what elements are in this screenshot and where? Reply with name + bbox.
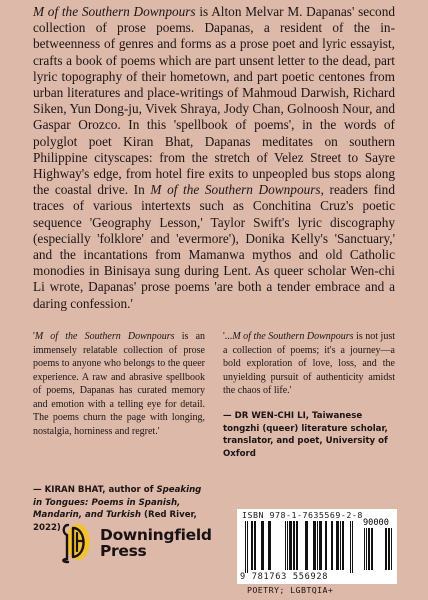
quote-open-mark: ' [33, 331, 35, 342]
barcode-addon-bar [371, 528, 373, 570]
attribution-prefix: — KIRAN BHAT, author of [33, 485, 157, 495]
attribution-suffix: (Red River, 2022) [33, 510, 197, 533]
publisher-name-line-1: Downingfield [100, 526, 212, 544]
barcode-bar [342, 521, 344, 570]
barcode-bar [313, 521, 316, 570]
publisher-logo [60, 521, 212, 565]
barcode-bar [254, 521, 256, 570]
quote-book-title: M of the Southern Downpours [232, 331, 354, 342]
publisher-name-line-2: Press [100, 542, 147, 560]
barcode-bar [289, 521, 292, 570]
barcode-bar [325, 521, 327, 570]
back-cover-blurb [33, 4, 395, 312]
quote-open-mark: '... [223, 331, 233, 342]
isbn-label: ISBN 978-1-7635569-2-8 [242, 510, 363, 520]
barcode-bar [336, 521, 339, 570]
attribution-book-title: Speaking in Tongues: Poems in Spanish, Mandarin, and Turkish [33, 485, 202, 520]
quote-text: is an immensely relatable collection of prose poems to anyone who belongs to the queer experience. A raw and abrasive spellbook of poems, Dapanas has curated memory and emotion with a telling eye for detail. The poems churn the page with longing, nostalgia, horniness and regret.' [33, 331, 206, 437]
barcode-guard-bar [352, 521, 353, 573]
barcode-guard-bar [245, 521, 246, 573]
barcode-number: 9 781763 556928 [240, 572, 329, 582]
barcode-bar [317, 521, 318, 570]
quote-book-title: M of the Southern Downpours [34, 331, 175, 342]
blurb-book-title: M of the Southern Downpours [33, 4, 196, 19]
barcode-addon-bar [388, 528, 390, 570]
category-label: POETRY; LGBTQIA+ [247, 585, 334, 595]
barcode-addon-bar [364, 528, 365, 570]
barcode-bar [251, 521, 253, 570]
barcode-bar [340, 521, 341, 570]
isbn-barcode [237, 509, 397, 584]
barcode-addon-bar [366, 528, 367, 570]
barcode-addon-bar [385, 528, 387, 570]
blurb-text-part-2: , readers find traces of various intertexts such as Conchitina Cruz's poetic sequence 'Geography Lesson,' Taylor Swift's lyric discography (especially 'folklore' and 'evermore'), Donika Kelly's 'Sanctuary,' and the incantations from Mamanwa mythos and old Catholic monodies in Binisaya sung during Lent. As queer scholar Wen-chi Li wrote, Dapanas' prose poems 'are both a tender embrace and a daring confession.' [33, 182, 395, 311]
endorsement-quote-right [223, 330, 395, 398]
barcode-addon-bar [368, 528, 370, 570]
barcode-bar [285, 521, 286, 570]
endorsement-attribution-right: — DR WEN-CHI LI, Taiwanese tongzhi (queer) literature scholar, translator, and poet, University of Oxford [223, 411, 388, 459]
barcode-bar [296, 521, 298, 570]
quote-text: is not just a collection of poems; it's a journey—a bold exploration of love, loss, and the unyielding pursuit of authenticity amidst the chaos of life.' [223, 331, 396, 396]
barcode-guard-bar [350, 521, 351, 573]
barcode-price-code: 90000 [363, 518, 389, 528]
barcode-bar [261, 521, 264, 570]
publisher-name [94, 527, 212, 559]
barcode-bar [287, 521, 288, 570]
barcode-bar [305, 521, 308, 570]
blurb-text-part-1: is Alton Melvar M. Dapanas' second collection of prose poems. Dapanas, a resident of the in-betweenness of genres and forms as a prose poet and lyric essayist, crafts a book of poems which are part unsent letter to the dead, part lyric topography of their hometown, and part poetic centones from urban literatures and place-writings of Mahmoud Darwish, Richard Siken, Yun Dong-ju, Vivek Shraya, Jody Chan, Golnoosh Nour, and Gaspar Orozco. In this 'spellbook of poems', in the words of polyglot poet Kiran Bhat, Dapanas meditates on southern Philippine cityscapes: from the stretch of Velez Street to Sayre Highway's edge, from hotel fire exits to unpeopled bus stops along the coastal drive. In [33, 4, 395, 198]
endorsement-quote-left [33, 330, 205, 438]
barcode-addon-bar [391, 528, 392, 570]
barcode-bar [268, 521, 271, 570]
blurb-book-title-2: M of the Southern Downpours [150, 182, 321, 198]
df-monogram-logo-icon [60, 521, 94, 565]
barcode-bar [331, 521, 333, 570]
barcode-bar [293, 521, 295, 570]
barcode-guard-bar [247, 521, 248, 573]
barcode-bar [319, 521, 322, 570]
